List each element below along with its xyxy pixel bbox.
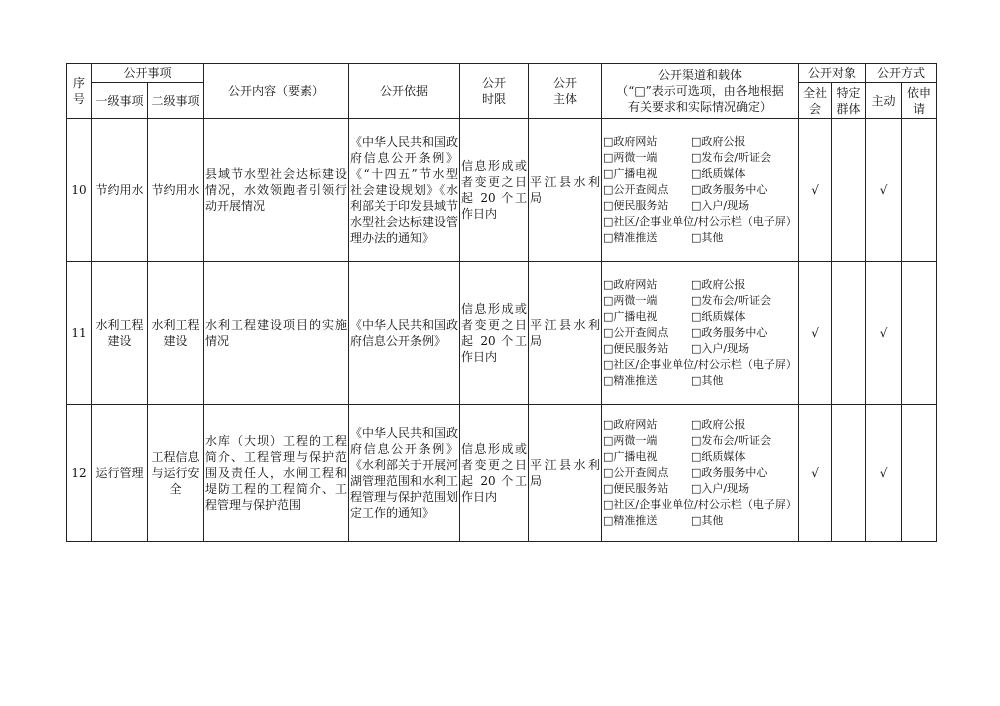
row-all-society: √	[799, 405, 832, 542]
row-basis: 《中华人民共和国政府信息公开条例》《“十四五”节水型社会建设规划》《水利部关于印发县域节水型社会达标建设管理办法的通知》	[349, 119, 460, 262]
row-on-request	[902, 405, 937, 542]
row-active: √	[866, 405, 902, 542]
channel-service-station: □便民服务站	[603, 342, 669, 355]
row-all-society: √	[799, 262, 832, 405]
row-on-request	[902, 119, 937, 262]
header-time-limit-line2: 时限	[482, 92, 507, 106]
channel-reading-point: □公开查阅点	[603, 326, 669, 339]
header-audience-all-line2: 会	[809, 101, 822, 116]
channel-gov-website: □政府网站	[603, 418, 658, 431]
row-specific-group	[832, 119, 866, 262]
header-time-limit-line1: 公开	[482, 76, 507, 90]
row-level2: 水利工程建设	[148, 262, 204, 405]
channel-gov-bulletin: □政府公报	[691, 135, 746, 148]
header-channels	[602, 64, 799, 119]
channel-press: □发布会/听证会	[691, 151, 772, 164]
header-subject	[529, 64, 602, 119]
row-time-limit: 信息形成或者变更之日起 20 个工作日内	[460, 119, 529, 262]
header-subject-line2: 主体	[553, 92, 578, 106]
header-audience-specific-line2: 群体	[836, 101, 861, 116]
row-level1: 水利工程建设	[92, 262, 148, 405]
row-content: 水库（大坝）工程的工程简介、工程管理与保护范围及责任人，水闸工程和堤防工程的工程简介、工程管理与保护范围	[204, 405, 349, 542]
header-method-request	[902, 83, 937, 119]
header-subject-line1: 公开	[553, 76, 578, 90]
row-seq: 11	[67, 262, 92, 405]
row-basis: 《中华人民共和国政府信息公开条例》	[349, 262, 460, 405]
header-method-active: 主动	[866, 83, 902, 119]
row-level2: 工程信息与运行安全	[148, 405, 204, 542]
header-time-limit	[460, 64, 529, 119]
channel-precise-push: □精准推送	[603, 514, 658, 527]
header-channels-note-1: （“□”表示可选项，由各地根据	[616, 84, 784, 98]
row-on-request	[902, 262, 937, 405]
row-all-society: √	[799, 119, 832, 262]
header-audience-all	[799, 83, 832, 119]
channel-door-to-door: □入户/现场	[691, 342, 750, 355]
channel-paper-media: □纸质媒体	[691, 310, 746, 323]
row-subject: 平江县水利局	[529, 262, 602, 405]
channel-paper-media: □纸质媒体	[691, 450, 746, 463]
channel-reading-point: □公开查阅点	[603, 466, 669, 479]
header-method-request-line1: 依申	[907, 85, 932, 100]
channel-bulletin-board: □社区/企事业单位/村公示栏（电子屏）	[603, 358, 797, 371]
header-audience-all-line1: 全社	[803, 85, 828, 100]
row-specific-group	[832, 262, 866, 405]
channel-tv: □广播电视	[603, 450, 658, 463]
row-content: 县域节水型社会达标建设情况，水效领跑者引领行动开展情况	[204, 119, 349, 262]
header-content: 公开内容（要素）	[204, 64, 349, 119]
channel-precise-push: □精准推送	[603, 374, 658, 387]
row-channels	[602, 262, 799, 405]
disclosure-table	[66, 63, 937, 542]
channel-press: □发布会/听证会	[691, 434, 772, 447]
header-method: 公开方式	[866, 64, 937, 83]
row-active: √	[866, 119, 902, 262]
header-method-request-line2: 请	[913, 101, 926, 116]
row-channels	[602, 405, 799, 542]
channel-service-station: □便民服务站	[603, 199, 669, 212]
channel-paper-media: □纸质媒体	[691, 167, 746, 180]
row-specific-group	[832, 405, 866, 542]
channel-service-station: □便民服务站	[603, 482, 669, 495]
header-row-1	[67, 64, 937, 83]
table-row	[67, 262, 937, 405]
channel-precise-push: □精准推送	[603, 231, 658, 244]
channel-press: □发布会/听证会	[691, 294, 772, 307]
channel-bulletin-board: □社区/企事业单位/村公示栏（电子屏）	[603, 498, 797, 511]
row-time-limit: 信息形成或者变更之日起 20 个工作日内	[460, 262, 529, 405]
row-active: √	[866, 262, 902, 405]
channel-gov-website: □政府网站	[603, 278, 658, 291]
row-time-limit: 信息形成或者变更之日起 20 个工作日内	[460, 405, 529, 542]
table-row	[67, 119, 937, 262]
row-level2: 节约用水	[148, 119, 204, 262]
channel-other: □其他	[691, 514, 724, 527]
header-seq: 序号	[67, 64, 92, 119]
header-level2: 二级事项	[148, 83, 204, 119]
channel-service-center: □政务服务中心	[691, 183, 768, 196]
channel-gov-website: □政府网站	[603, 135, 658, 148]
row-level1: 运行管理	[92, 405, 148, 542]
row-level1: 节约用水	[92, 119, 148, 262]
channel-two-micro: □两微一端	[603, 151, 658, 164]
channel-two-micro: □两微一端	[603, 294, 658, 307]
channel-reading-point: □公开查阅点	[603, 183, 669, 196]
row-channels	[602, 119, 799, 262]
header-audience-specific	[832, 83, 866, 119]
row-seq: 12	[67, 405, 92, 542]
channel-tv: □广播电视	[603, 167, 658, 180]
channel-two-micro: □两微一端	[603, 434, 658, 447]
header-level1: 一级事项	[92, 83, 148, 119]
channel-gov-bulletin: □政府公报	[691, 418, 746, 431]
header-audience-specific-line1: 特定	[836, 85, 861, 100]
row-subject: 平江县水利局	[529, 405, 602, 542]
row-basis: 《中华人民共和国政府信息公开条例》《水利部关于开展河湖管理范围和水利工程管理与保护范围划定工作的通知》	[349, 405, 460, 542]
channel-tv: □广播电视	[603, 310, 658, 323]
header-channels-note-2: 有关要求和实际情况确定）	[628, 100, 773, 114]
channel-door-to-door: □入户/现场	[691, 199, 750, 212]
row-subject: 平江县水利局	[529, 119, 602, 262]
channel-service-center: □政务服务中心	[691, 466, 768, 479]
header-audience: 公开对象	[799, 64, 866, 83]
row-seq: 10	[67, 119, 92, 262]
table-row	[67, 405, 937, 542]
row-content: 水利工程建设项目的实施情况	[204, 262, 349, 405]
header-basis: 公开依据	[349, 64, 460, 119]
channel-door-to-door: □入户/现场	[691, 482, 750, 495]
channel-bulletin-board: □社区/企事业单位/村公示栏（电子屏）	[603, 215, 797, 228]
channel-gov-bulletin: □政府公报	[691, 278, 746, 291]
channel-service-center: □政务服务中心	[691, 326, 768, 339]
channel-other: □其他	[691, 374, 724, 387]
header-disclosure-items: 公开事项	[92, 64, 204, 83]
channel-other: □其他	[691, 231, 724, 244]
header-channels-title: 公开渠道和载体	[658, 68, 743, 82]
